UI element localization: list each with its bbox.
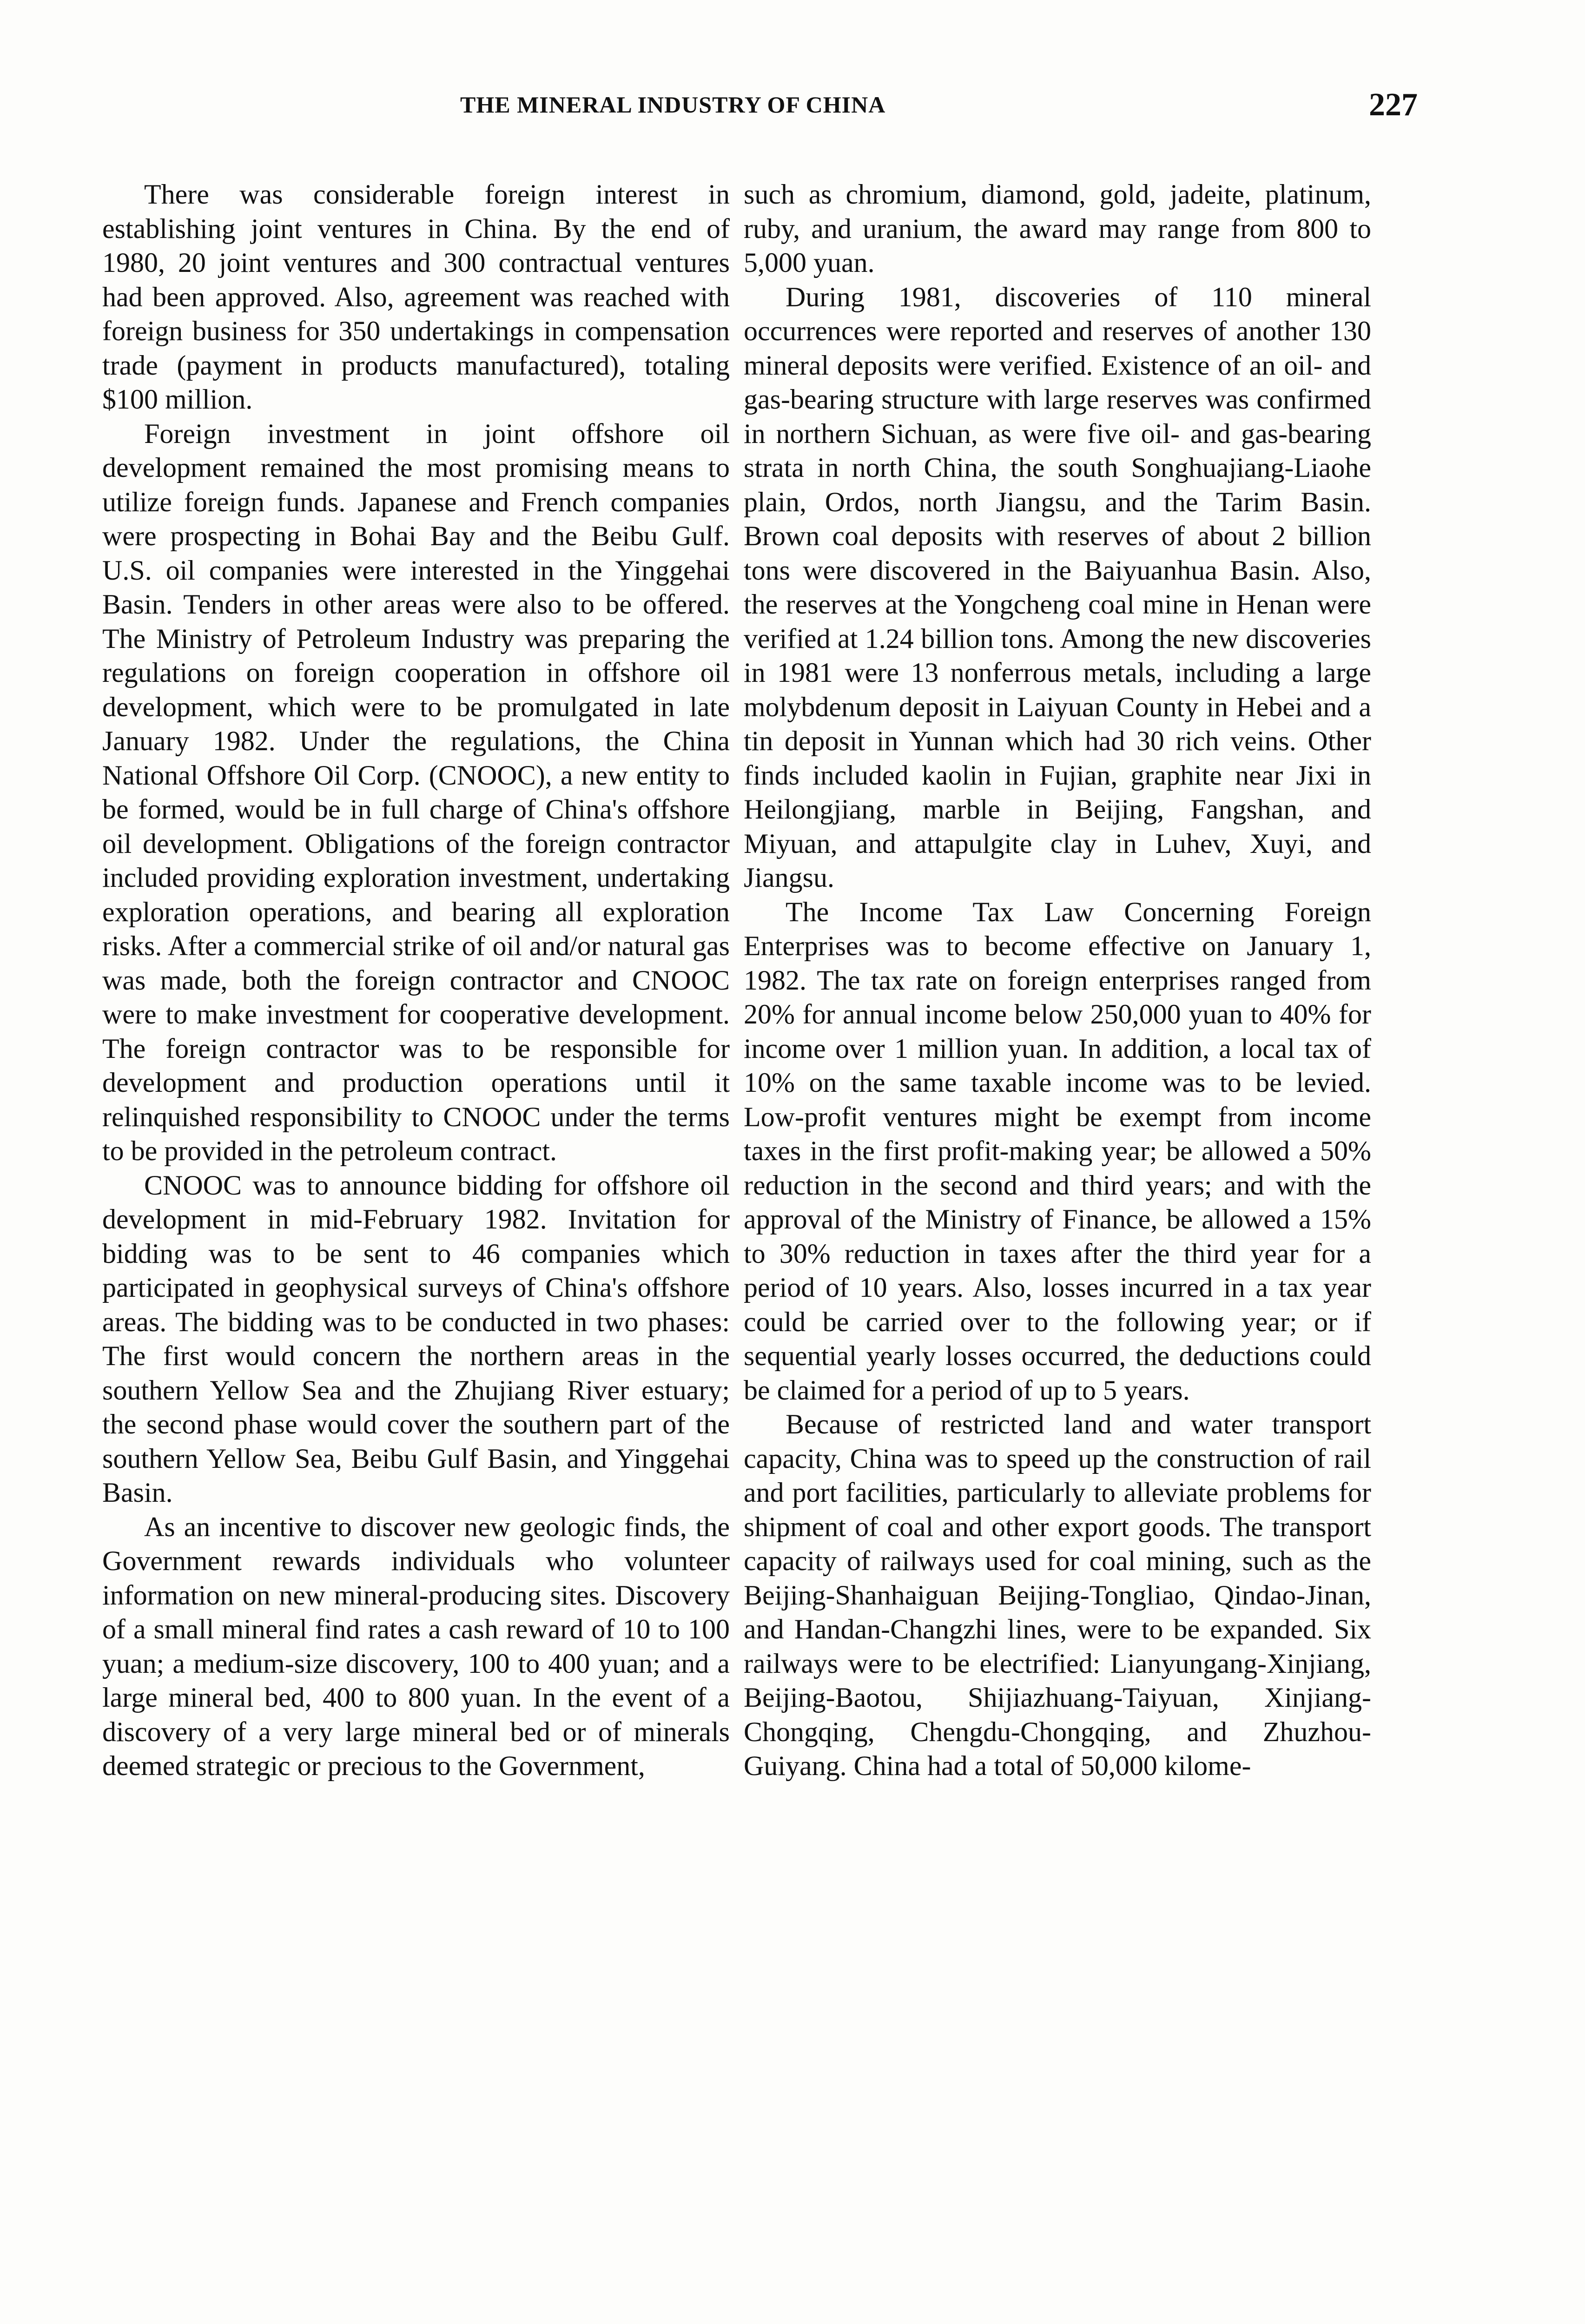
paragraph: Because of restricted land and water transport capacity, China was to speed up the construction of rail and port facilities, particularly to alleviate problems for shipment of coal and other export goods. The transport capacity of railways used for coal mining, such as the Beijing-Shanhaiguan Beijing-Tongliao, Qindao-Jinan, and Handan-Changzhi lines, were to be expanded. Six railways were to be electrified: Lianyungang-Xinjiang, Beijing-Baotou, Shijiazhuang-Taiyuan, Xinjiang-Chongqing, Chengdu-Chongqing, and Zhuzhou-Guiyang. China had a total of 50,000 kilome- (744, 1409, 1371, 1781)
paragraph: CNOOC was to announce bidding for offshore oil development in mid-February 1982. Invitation for bidding was to be sent to 46 companies which participated in geophysical surveys of China's offshore areas. The bidding was to be conducted in two phases: The first would concern the northern areas in the southern Yellow Sea and the Zhujiang River estuary; the second phase would cover the southern part of the southern Yellow Sea, Beibu Gulf Basin, and Yinggehai Basin. (102, 1169, 730, 1508)
running-title: THE MINERAL INDUSTRY OF CHINA (460, 92, 886, 118)
paragraph: The Income Tax Law Concerning Foreign Enterprises was to become effective on January 1, 1982. The tax rate on foreign enterprises ranged from 20% for annual income below 250,000 yuan to 40% for income over 1 million yuan. In addition, a local tax of 10% on the same taxable income was to be levied. Low-profit ventures might be exempt from income taxes in the first profit-making year; be allowed a 50% reduction in the second and third years; and with the approval of the Ministry of Finance, be allowed a 15% to 30% reduction in taxes after the third year for a period of 10 years. Also, losses incurred in a tax year could be carried over to the following year; or if sequential yearly losses occurred, the deductions could be claimed for a period of up to 5 years. (744, 896, 1371, 1406)
paragraph: During 1981, discoveries of 110 mineral occurrences were reported and reserves of another 130 mineral deposits were verified. Existence of an oil- and gas-bearing structure with large reserves was confirmed in northern Sichuan, as were five oil- and gas-bearing strata in north China, the south Songhuajiang-Liaohe plain, Ordos, north Jiangsu, and the Tarim Basin. Brown coal deposits with reserves of about 2 billion tons were discovered in the Baiyuanhua Basin. Also, the reserves at the Yongcheng coal mine in Henan were verified at 1.24 billion tons. Among the new discoveries in 1981 were 13 nonferrous metals, including a large molybdenum deposit in Laiyuan County in Hebei and a tin deposit in Yunnan which had 30 rich veins. Other finds included kaolin in Fujian, graphite near Jixi in Heilongjiang, marble in Beijing, Fangshan, and Miyuan, and attapulgite clay in Luhev, Xuyi, and Jiangsu. (744, 281, 1371, 893)
page-number: 227 (1369, 87, 1418, 123)
paragraph-continuation: such as chromium, diamond, gold, jadeite, platinum, ruby, and uranium, the award may range from 800 to 5,000 yuan. (744, 179, 1371, 278)
paragraph: Foreign investment in joint offshore oil development remained the most promising means to utilize foreign funds. Japanese and French companies were prospecting in Bohai Bay and the Beibu Gulf. U.S. oil companies were interested in the Yinggehai Basin. Tenders in other areas were also to be offered. The Ministry of Petroleum Industry was preparing the regulations on foreign cooperation in offshore oil development, which were to be promulgated in late January 1982. Under the regulations, the China National Offshore Oil Corp. (CNOOC), a new entity to be formed, would be in full charge of China's offshore oil development. Obligations of the foreign contractor included providing exploration investment, undertaking exploration operations, and bearing all exploration risks. After a commercial strike of oil and/or natural gas was made, both the foreign contractor and CNOOC were to make investment for cooperative development. The foreign contractor was to be responsible for development and production operations until it relinquished responsibility to CNOOC under the terms to be provided in the petroleum contract. (102, 418, 730, 1166)
paragraph: As an incentive to discover new geologic finds, the Government rewards individuals who volunteer information on new mineral-producing sites. Discovery of a small mineral find rates a cash reward of 10 to 100 yuan; a medium-size discovery, 100 to 400 yuan; and a large mineral bed, 400 to 800 yuan. In the event of a discovery of a very large mineral bed or of minerals deemed strategic or precious to the Government, (102, 1511, 730, 1781)
right-column (744, 178, 1371, 1783)
paragraph: There was considerable foreign interest in establishing joint ventures in China. By the end of 1980, 20 joint ventures and 300 contractual ventures had been approved. Also, agreement was reached with foreign business for 350 undertakings in compensation trade (payment in products manufactured), totaling $100 million. (102, 179, 730, 415)
left-column (102, 178, 730, 1783)
